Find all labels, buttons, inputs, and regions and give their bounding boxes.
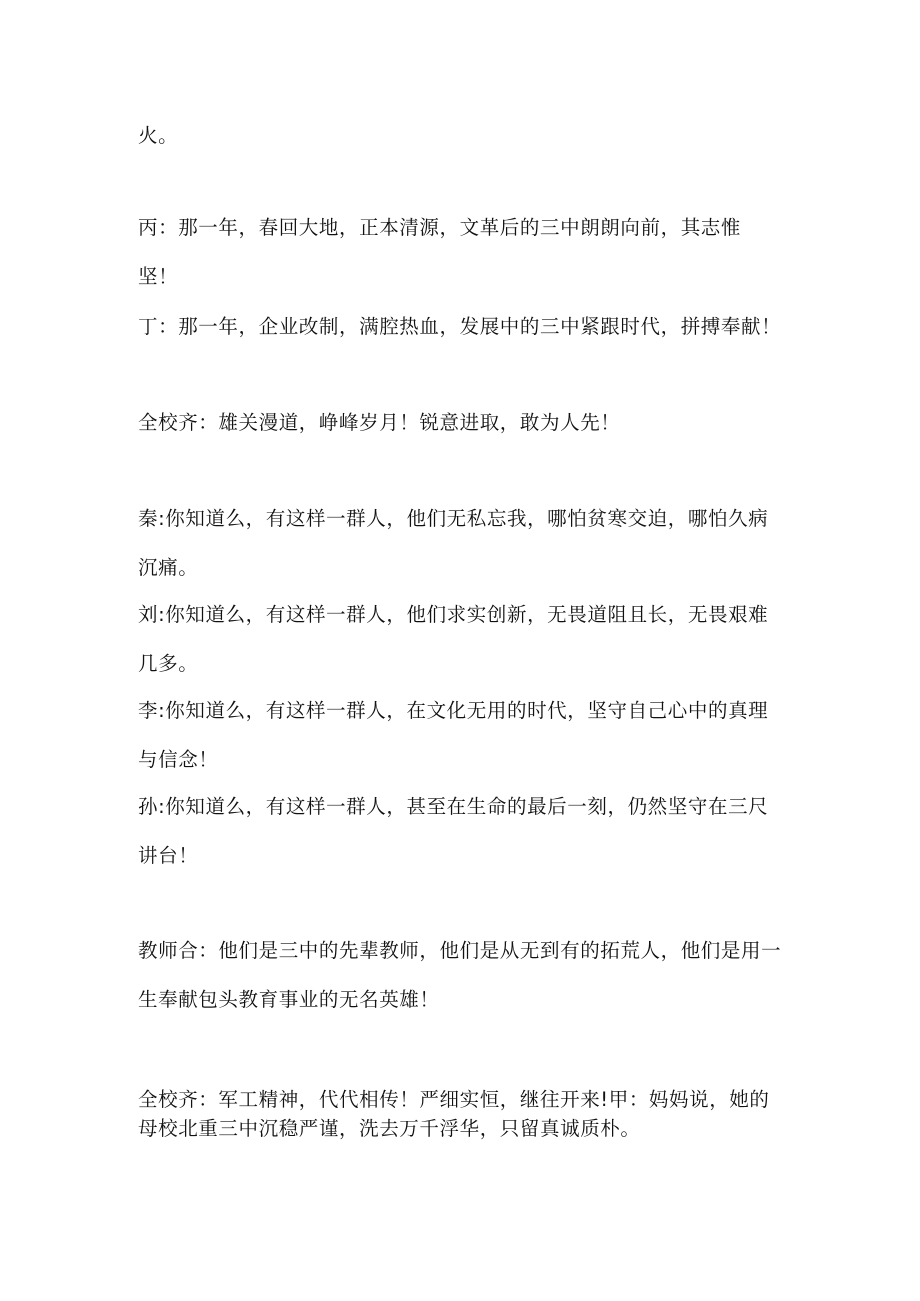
text-line: 丁：那一年，企业改制，满腔热血，发展中的三中紧跟时代，拼搏奉献！ — [138, 315, 782, 338]
text-line: 坚！ — [138, 265, 179, 288]
text-line: 丙：那一年，春回大地，正本清源，文革后的三中朗朗向前，其志惟 — [138, 216, 742, 239]
text-line: 火。 — [138, 124, 179, 147]
text-line: 生奉献包头教育事业的无名英雄！ — [138, 988, 440, 1011]
text-line: 与信念！ — [138, 748, 219, 771]
text-line: 几多。 — [138, 652, 199, 675]
text-line: 秦:你知道么，有这样一群人，他们无私忘我，哪怕贫寒交迫，哪怕久病 — [138, 507, 769, 530]
text-line: 讲台！ — [138, 844, 199, 867]
text-line: 教师合：他们是三中的先辈教师，他们是从无到有的拓荒人，他们是用一 — [138, 939, 782, 962]
text-line: 全校齐：雄关漫道，峥峰岁月！锐意进取，敢为人先！ — [138, 411, 621, 434]
text-line: 李:你知道么，有这样一群人，在文化无用的时代，坚守自己心中的真理 — [138, 699, 769, 722]
text-line: 母校北重三中沉稳严谨，洗去万千浮华，只留真诚质朴。 — [138, 1117, 641, 1140]
text-line: 孙:你知道么，有这样一群人，甚至在生命的最后一刻，仍然坚守在三尺 — [138, 795, 769, 818]
text-line: 全校齐：军工精神，代代相传！严细实恒，继往开来!甲：妈妈说，她的 — [138, 1088, 770, 1111]
text-line: 刘:你知道么，有这样一群人，他们求实创新，无畏道阻且长，无畏艰难 — [138, 603, 769, 626]
text-line: 沉痛。 — [138, 556, 199, 579]
